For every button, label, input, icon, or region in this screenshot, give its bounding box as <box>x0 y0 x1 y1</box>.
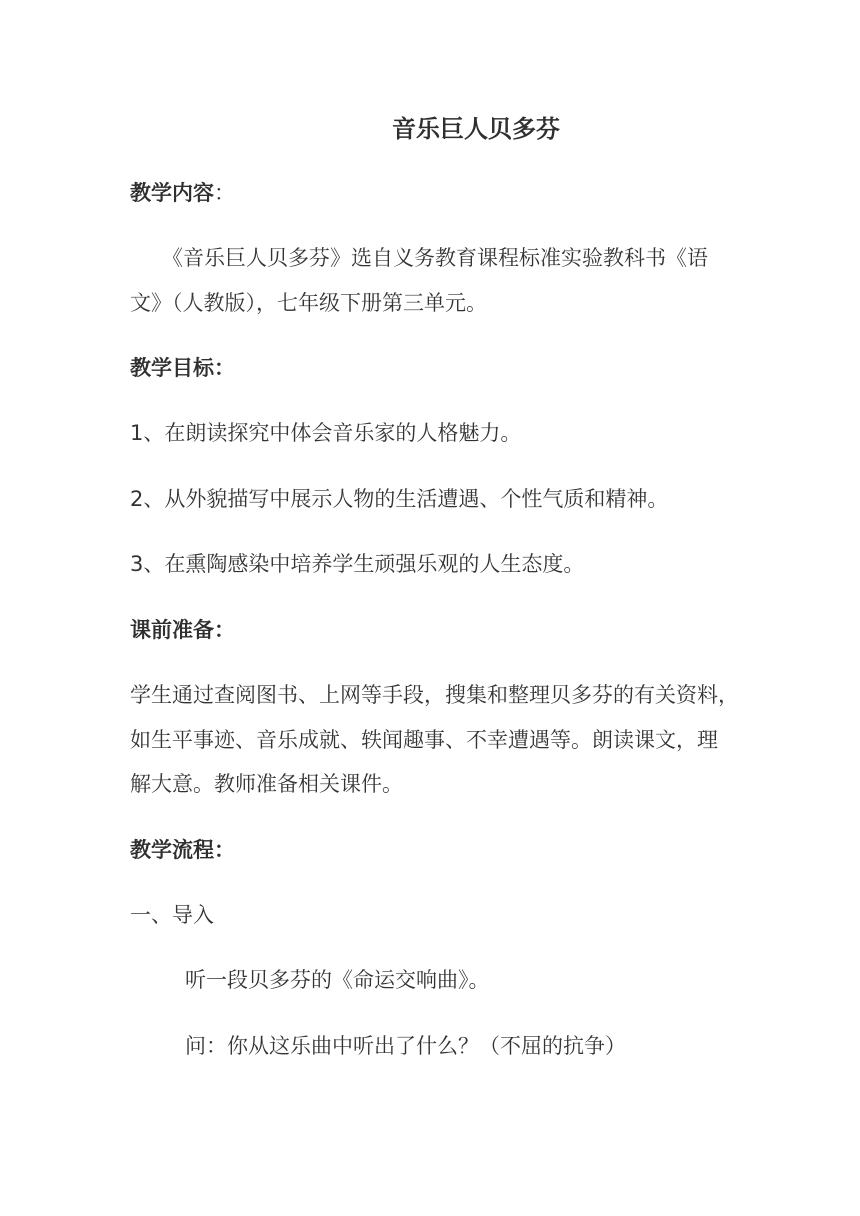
preparation-line-1: 学生通过查阅图书、上网等手段，搜集和整理贝多芬的有关资料， <box>130 683 739 707</box>
teaching-content-heading: 教学内容 <box>130 181 214 205</box>
teaching-content-heading-line <box>130 178 235 208</box>
teaching-content-colon: ： <box>214 181 235 205</box>
teaching-content-line-1: 《音乐巨人贝多芬》选自义务教育课程标准实验教科书《语 <box>162 246 708 270</box>
teaching-content-line-2: 文》（人教版），七年级下册第三单元。 <box>130 291 487 315</box>
teaching-goal-item-1: 1、在朗读探究中体会音乐家的人格魅力。 <box>130 421 522 445</box>
process-heading: 教学流程： <box>130 838 235 862</box>
preparation-line-2: 如生平事迹、音乐成就、轶闻趣事、不幸遭遇等。朗读课文，理 <box>130 728 718 752</box>
preparation-line-3: 解大意。教师准备相关课件。 <box>130 772 403 796</box>
document-title: 音乐巨人贝多芬 <box>392 115 560 143</box>
preparation-heading: 课前准备： <box>130 618 235 642</box>
teaching-goal-item-2: 2、从外貌描写中展示人物的生活遭遇、个性气质和精神。 <box>130 487 669 511</box>
process-line-1: 听一段贝多芬的《命运交响曲》。 <box>185 968 490 992</box>
process-section-1: 一、导入 <box>130 903 214 927</box>
process-line-2: 问：你从这乐曲中听出了什么？（不屈的抗争） <box>185 1034 626 1058</box>
teaching-goal-item-3: 3、在熏陶感染中培养学生顽强乐观的人生态度。 <box>130 552 585 576</box>
teaching-goals-heading: 教学目标： <box>130 356 235 380</box>
